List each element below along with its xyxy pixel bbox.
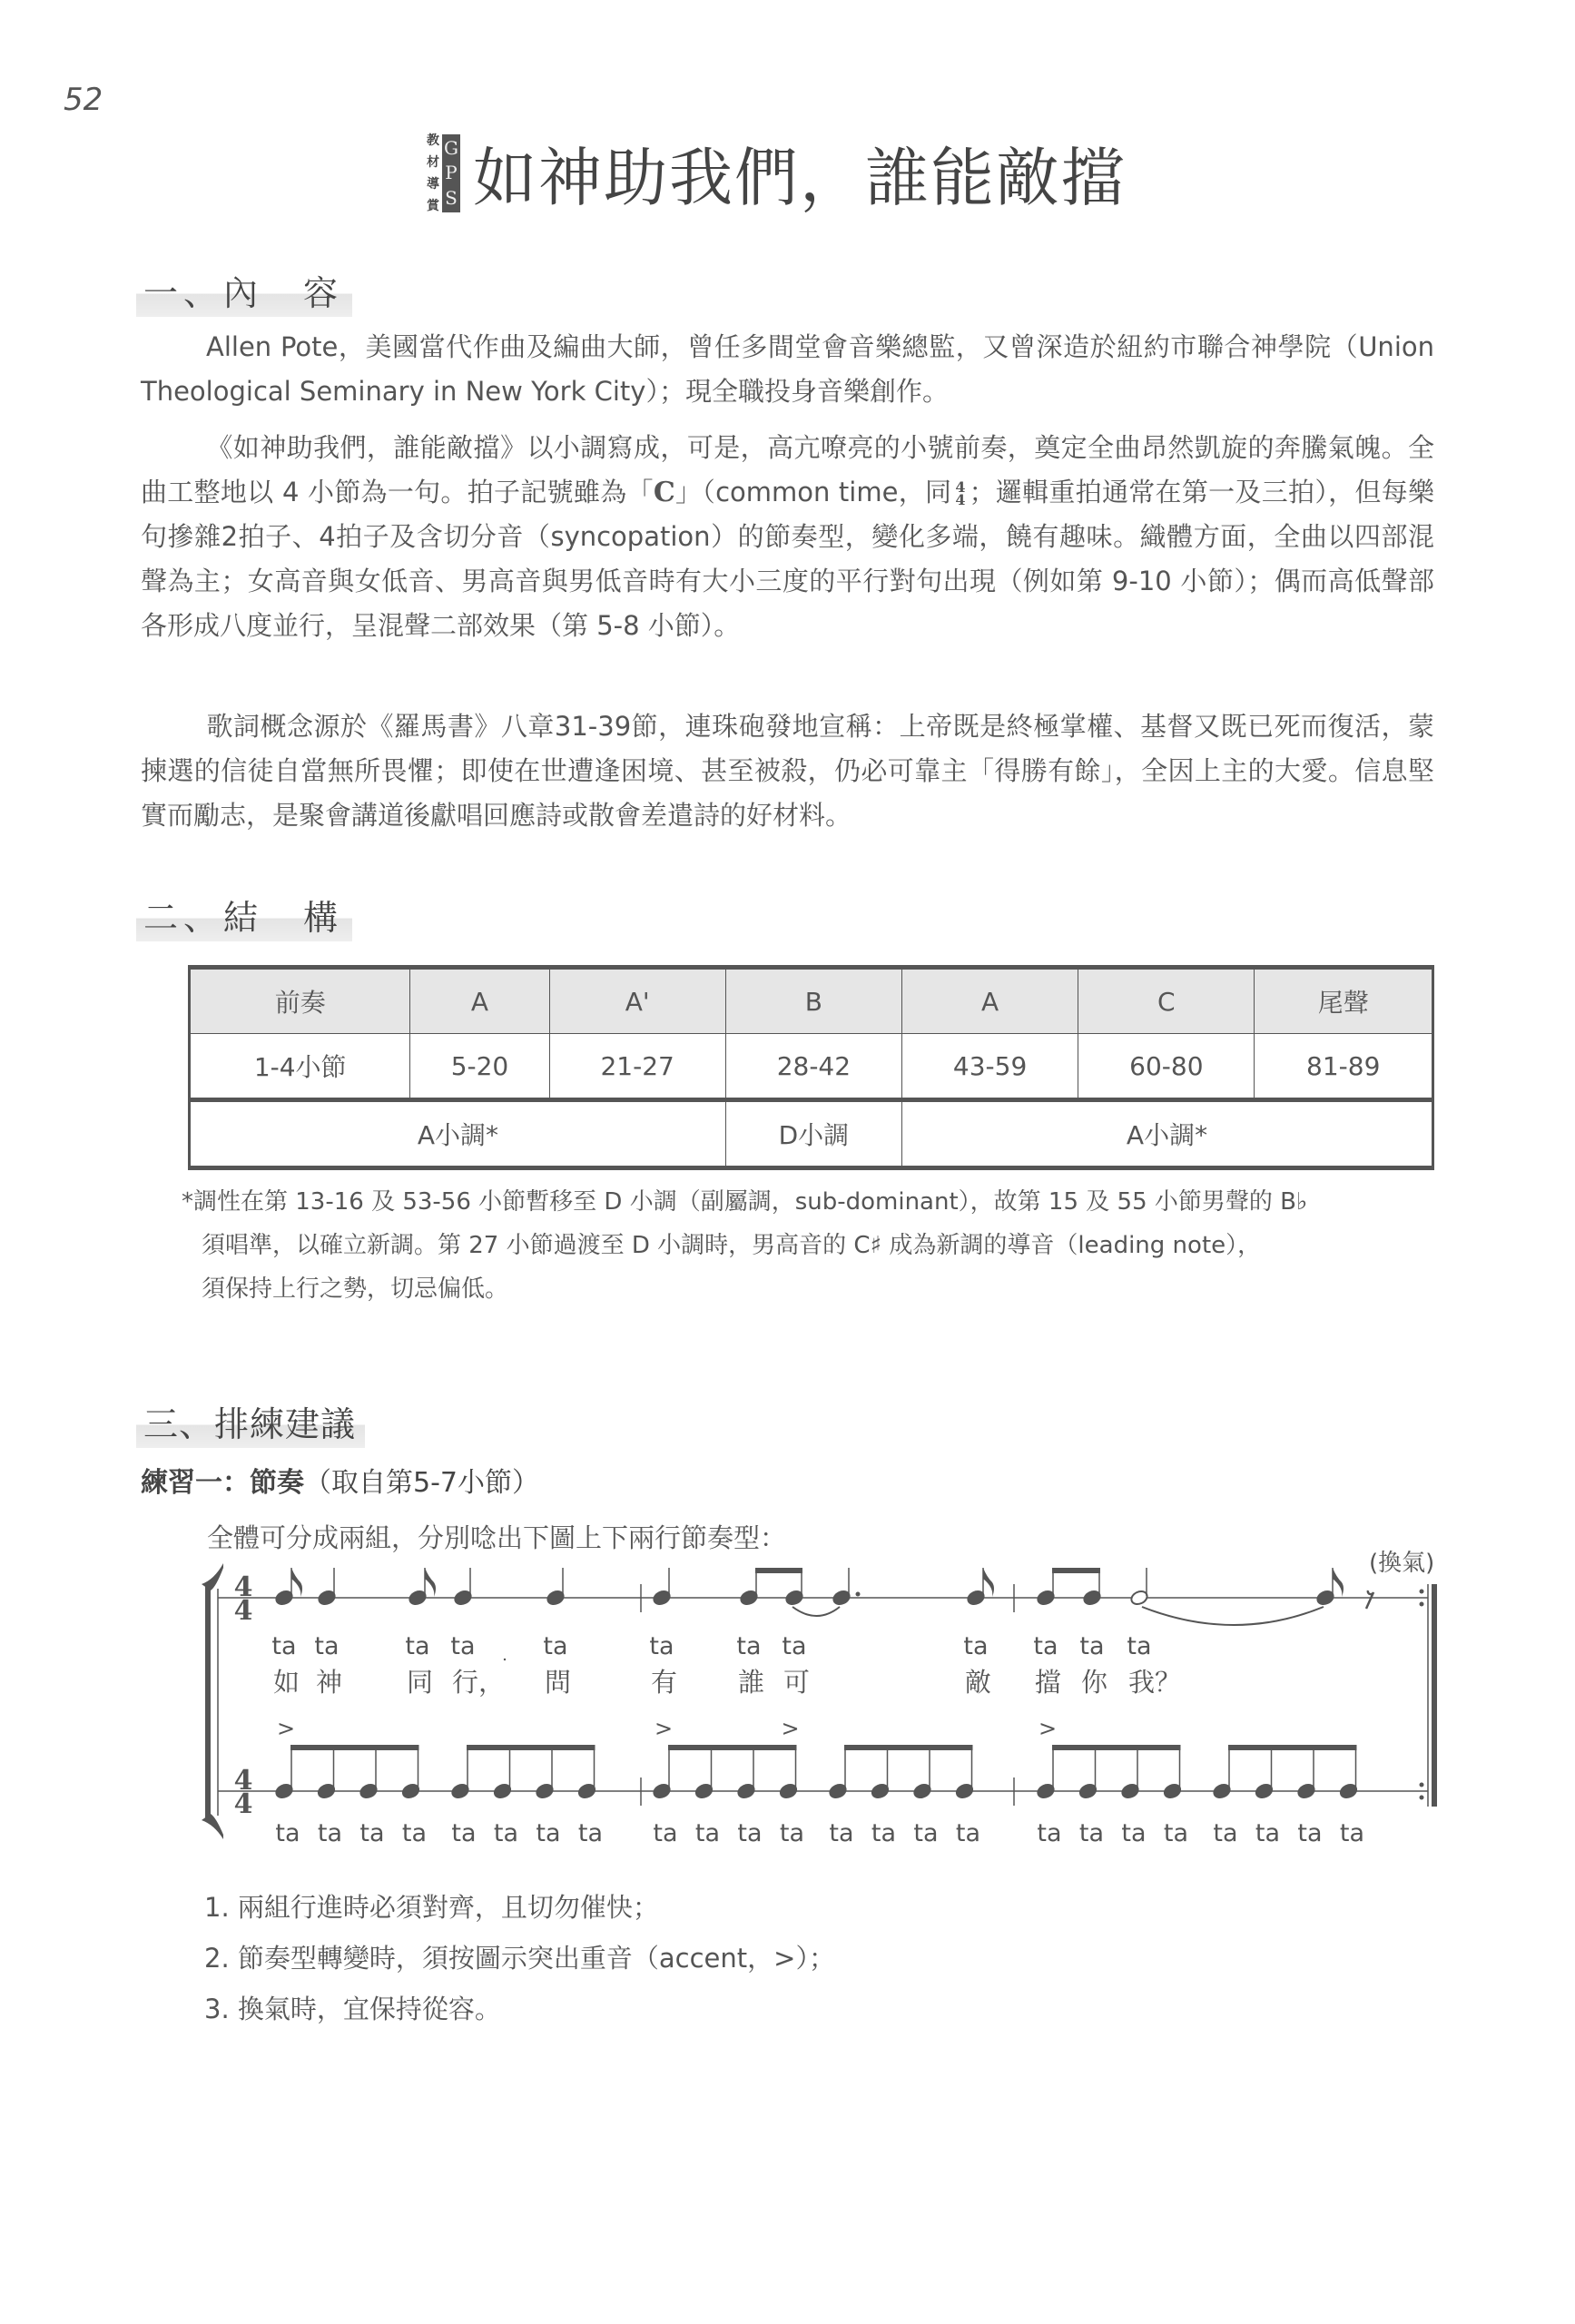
bracket-top-hook: [202, 1563, 223, 1590]
repeat-dot: [1420, 1796, 1424, 1800]
rhythm-syllable: ta: [543, 1632, 568, 1660]
lyric-char: 我？: [1128, 1667, 1182, 1698]
lyric-char: 行，: [452, 1667, 506, 1698]
rhythm-syllable: ta: [737, 1819, 763, 1847]
table-cell: C: [1078, 968, 1255, 1034]
page-number: 52: [64, 82, 103, 118]
repeat-dot: [1420, 1602, 1424, 1607]
common-time-symbol: C: [653, 477, 675, 508]
rhythm-syllable: ta: [359, 1819, 385, 1847]
eighth-flag: [983, 1568, 994, 1597]
table-cell: 1-4小節: [190, 1034, 410, 1100]
rhythm-syllable: ta: [1127, 1632, 1152, 1660]
beam: [844, 1745, 973, 1750]
table-cell: 5-20: [410, 1034, 549, 1100]
list-item: 3. 換氣時，宜保持從容。: [204, 1994, 501, 2024]
final-barline-thick: [1432, 1584, 1437, 1807]
rhythm-syllable: ta: [649, 1632, 674, 1660]
exercise-title-bold: 練習一：節奏: [141, 1467, 304, 1499]
table-cell: D小調: [725, 1100, 901, 1168]
rhythm-syllable: ta: [871, 1819, 897, 1847]
badge-char: 導: [427, 176, 439, 192]
paragraph-text: ；邏輯重拍通常在第一及三拍），但每樂句摻雜2拍子、4拍子及含切分音（syncopation）的節奏型，變化多端，饒有趣味。織體方面，全曲以四部混聲為主；女高音與女低音、男高音與男低音時有大小三度的平行對句出現（例如第 9-10 小節）；偶而高低聲部各形成八度並行，呈混聲二部效果（第 5-8 小節）。: [141, 477, 1434, 641]
section-heading-rehearsal: 三、排練建議: [136, 1396, 365, 1448]
rhythm-syllable: ta: [275, 1819, 300, 1847]
table-cell: 81-89: [1255, 1034, 1433, 1100]
section-heading-content: 一、內 容: [136, 265, 352, 317]
repeat-dot: [1420, 1590, 1424, 1594]
table-cell: A: [902, 968, 1078, 1034]
rhythm-syllable: ta: [653, 1819, 678, 1847]
lyric-char: 誰: [738, 1667, 765, 1698]
rhythm-syllable: ta: [1339, 1819, 1365, 1847]
breath-mark-label: (換氣): [1369, 1550, 1435, 1577]
table-cell: 43-59: [902, 1034, 1078, 1100]
tie: [792, 1607, 840, 1616]
lyric-char: 可: [783, 1667, 811, 1698]
lyric-char: 如: [273, 1667, 300, 1698]
beam: [755, 1568, 802, 1573]
page-title: 如神助我們，誰能敵擋: [473, 141, 1127, 215]
badge-char: 材: [427, 154, 439, 170]
badge-char: 賞: [427, 198, 439, 213]
rhythm-syllable: ta: [1033, 1632, 1058, 1660]
rhythm-syllable: ta: [963, 1632, 989, 1660]
eighth-flag: [1333, 1568, 1344, 1597]
stray-dot: [504, 1659, 506, 1660]
accent-mark: >: [781, 1716, 800, 1741]
section-heading-structure: 二、結 構: [136, 890, 352, 941]
rhythm-syllable: ta: [317, 1819, 343, 1847]
lyric-char: 有: [651, 1667, 678, 1698]
footnote-line: 須保持上行之勢，切忌偏低。: [202, 1275, 509, 1303]
gps-letter: S: [445, 186, 458, 209]
paragraph-text: 」（common time，同: [674, 477, 952, 507]
table-cell: 前奏: [190, 968, 410, 1034]
tips-list: [204, 1882, 1294, 2034]
lyric-char: 敵: [965, 1667, 992, 1698]
rhythm-syllable: ta: [536, 1819, 561, 1847]
rhythm-syllable: ta: [1037, 1819, 1062, 1847]
beam: [467, 1745, 596, 1750]
gps-letter: G: [444, 137, 458, 160]
paragraph-text: 歌詞概念源於《羅馬書》八章31-39節，連珠砲發地宣稱：上帝既是終極掌權、基督又既已死而復活，蒙揀選的信徒自當無所畏懼；即使在世遭逢困境、甚至被殺，仍必可靠主「得勝有餘」，全因上主的大愛。信息堅實而勵志，是聚會講道後獻唱回應詩或散會差遣詩的好材料。: [141, 711, 1434, 831]
accent-mark: >: [654, 1716, 674, 1741]
beam: [1228, 1745, 1357, 1750]
rhythm-syllable: ta: [694, 1819, 721, 1847]
eighth-rest: [1366, 1590, 1373, 1609]
lyric-char: 神: [316, 1667, 343, 1698]
rhythm-syllable: ta: [271, 1632, 297, 1660]
tie: [1142, 1607, 1324, 1625]
rhythm-syllable: ta: [450, 1632, 476, 1660]
rhythm-syllable: ta: [493, 1819, 519, 1847]
repeat-dot: [1420, 1783, 1424, 1787]
augmentation-dot: [856, 1592, 861, 1597]
timesig-upper-top: 4: [233, 1571, 253, 1603]
accent-mark: >: [1038, 1716, 1058, 1741]
bracket-bottom-hook: [202, 1814, 223, 1839]
rhythm-syllable: ta: [1121, 1819, 1147, 1847]
table-cell: 尾聲: [1255, 968, 1433, 1034]
rhythm-syllable: ta: [1078, 1819, 1105, 1847]
beam: [1052, 1745, 1181, 1750]
rhythm-syllable: ta: [1163, 1819, 1189, 1847]
footnote-line: *調性在第 13-16 及 53-56 小節暫移至 D 小調（副屬調，sub-dominant），故第 15 及 55 小節男聲的 B♭: [182, 1188, 1308, 1216]
exercise-instruction: 全體可分成兩組，分別唸出下圖上下兩行節奏型：: [207, 1522, 787, 1553]
rhythm-syllable: ta: [955, 1819, 981, 1847]
lyric-char: 同: [407, 1667, 434, 1698]
beam: [1052, 1568, 1100, 1573]
rhythm-syllable: ta: [1297, 1819, 1323, 1847]
rhythm-syllable: ta: [1255, 1819, 1281, 1847]
badge-char: 教: [427, 133, 439, 148]
timesig-upper-bottom: 4: [233, 1595, 253, 1627]
accent-mark: >: [276, 1716, 296, 1741]
timesig-lower-bottom: 4: [233, 1788, 253, 1820]
exercise-title-note: （取自第5-7小節）: [304, 1467, 539, 1499]
beam: [668, 1745, 797, 1750]
table-cell: A': [549, 968, 725, 1034]
table-cell: B: [725, 968, 901, 1034]
beam: [290, 1745, 419, 1750]
paragraph-text: Allen Pote，美國當代作曲及編曲大師，曾任多間堂會音樂總監，又曾深造於紐約市聯合神學院（Union Theological Seminary in New York City）；現全職投身音樂創作。: [141, 331, 1434, 407]
timesig-bottom: 4: [955, 491, 966, 508]
table-cell: A小調*: [190, 1100, 726, 1168]
list-item: 1. 兩組行進時必須對齊，且切勿催快；: [204, 1892, 659, 1923]
footnote-line: 須唱準，以確立新調。第 27 小節過渡至 D 小調時，男高音的 C♯ 成為新調的導音（leading note），: [202, 1232, 1262, 1259]
rhythm-syllable: ta: [451, 1819, 477, 1847]
table-cell: 60-80: [1078, 1034, 1255, 1100]
table-cell: A小調*: [902, 1100, 1433, 1168]
rhythm-syllable: ta: [779, 1819, 805, 1847]
rhythm-syllable: ta: [1079, 1632, 1105, 1660]
table-cell: A: [410, 968, 549, 1034]
rhythm-syllable: ta: [782, 1632, 807, 1660]
system-bracket: [205, 1584, 211, 1820]
list-item: 2. 節奏型轉變時，須按圖示突出重音（accent，>）；: [204, 1943, 835, 1974]
table-cell: 28-42: [725, 1034, 901, 1100]
rhythm-syllable: ta: [405, 1632, 430, 1660]
lyric-char: 擋: [1035, 1667, 1062, 1698]
lyric-char: 問: [545, 1667, 572, 1698]
rhythm-syllable: ta: [913, 1819, 939, 1847]
rhythm-syllable: ta: [1213, 1819, 1238, 1847]
rhythm-syllable: ta: [314, 1632, 340, 1660]
rhythm-syllable: ta: [736, 1632, 762, 1660]
timesig-lower-top: 4: [233, 1765, 253, 1797]
gps-letter: P: [445, 162, 458, 184]
rhythm-syllable: ta: [577, 1819, 604, 1847]
rhythm-syllable: ta: [829, 1819, 854, 1847]
rhythm-syllable: ta: [401, 1819, 428, 1847]
eighth-flag: [425, 1568, 436, 1597]
eighth-flag: [291, 1568, 302, 1597]
lyric-char: 你: [1081, 1667, 1108, 1698]
table-cell: 21-27: [549, 1034, 725, 1100]
paragraph-text: 《如神助我們，誰能敵擋》以小調寫成，可是，高亢嘹亮的小號前奏，奠定全曲昂然凱旋的奔騰氣魄。全曲工整地以 4 小節為一句。拍子記號雖為「: [141, 432, 1434, 507]
timesig-top: 4: [955, 478, 966, 496]
